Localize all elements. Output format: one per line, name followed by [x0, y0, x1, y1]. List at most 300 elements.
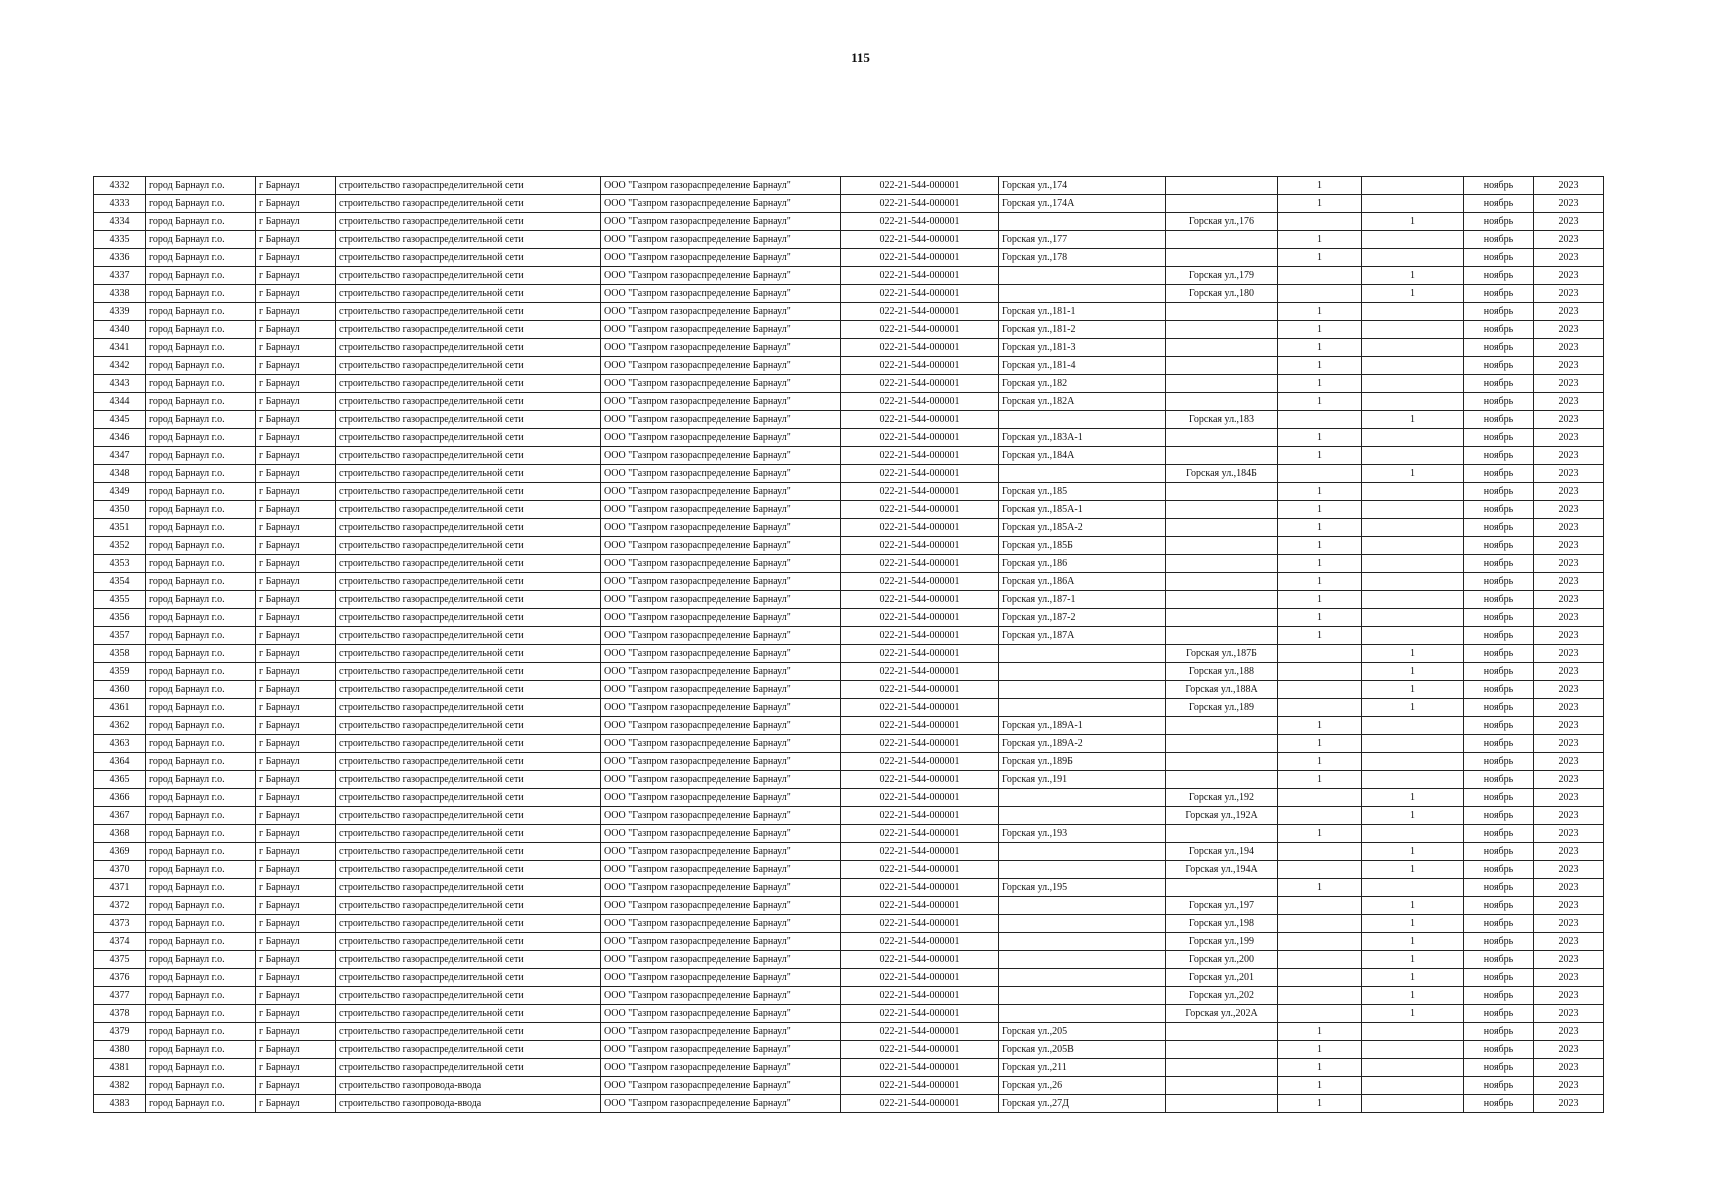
locality-cell: г Барнаул: [256, 1005, 336, 1023]
municipality-cell: город Барнаул г.о.: [146, 393, 256, 411]
organization-cell: ООО "Газпром газораспределение Барнаул": [601, 393, 841, 411]
address-b-cell: Горская ул.,188: [1166, 663, 1278, 681]
quantity-b-cell: [1362, 177, 1464, 195]
municipality-cell: город Барнаул г.о.: [146, 177, 256, 195]
address-a-cell: Горская ул.,177: [999, 231, 1166, 249]
address-a-cell: Горская ул.,183А-1: [999, 429, 1166, 447]
row-number: 4333: [94, 195, 146, 213]
row-number: 4362: [94, 717, 146, 735]
address-b-cell: [1166, 879, 1278, 897]
row-number: 4350: [94, 501, 146, 519]
work-type-cell: строительство газораспределительной сети: [336, 573, 601, 591]
quantity-a-cell: [1278, 969, 1362, 987]
quantity-b-cell: 1: [1362, 285, 1464, 303]
quantity-b-cell: 1: [1362, 933, 1464, 951]
quantity-b-cell: [1362, 1059, 1464, 1077]
month-cell: ноябрь: [1464, 267, 1534, 285]
row-number: 4383: [94, 1095, 146, 1113]
table-row: [94, 663, 1604, 681]
municipality-cell: город Барнаул г.о.: [146, 735, 256, 753]
municipality-cell: город Барнаул г.о.: [146, 771, 256, 789]
registry-number-cell: 022-21-544-000001: [841, 393, 999, 411]
quantity-a-cell: [1278, 915, 1362, 933]
year-cell: 2023: [1534, 1095, 1604, 1113]
address-a-cell: [999, 411, 1166, 429]
work-type-cell: строительство газораспределительной сети: [336, 645, 601, 663]
table-row: [94, 1005, 1604, 1023]
locality-cell: г Барнаул: [256, 771, 336, 789]
organization-cell: ООО "Газпром газораспределение Барнаул": [601, 483, 841, 501]
address-a-cell: [999, 861, 1166, 879]
locality-cell: г Барнаул: [256, 933, 336, 951]
address-a-cell: Горская ул.,178: [999, 249, 1166, 267]
address-a-cell: Горская ул.,182: [999, 375, 1166, 393]
quantity-a-cell: 1: [1278, 537, 1362, 555]
registry-number-cell: 022-21-544-000001: [841, 645, 999, 663]
quantity-b-cell: [1362, 825, 1464, 843]
work-type-cell: строительство газораспределительной сети: [336, 771, 601, 789]
address-b-cell: [1166, 339, 1278, 357]
month-cell: ноябрь: [1464, 807, 1534, 825]
municipality-cell: город Барнаул г.о.: [146, 249, 256, 267]
address-b-cell: [1166, 555, 1278, 573]
work-type-cell: строительство газораспределительной сети: [336, 681, 601, 699]
address-b-cell: Горская ул.,179: [1166, 267, 1278, 285]
address-a-cell: Горская ул.,205В: [999, 1041, 1166, 1059]
address-a-cell: Горская ул.,27Д: [999, 1095, 1166, 1113]
year-cell: 2023: [1534, 753, 1604, 771]
month-cell: ноябрь: [1464, 1023, 1534, 1041]
organization-cell: ООО "Газпром газораспределение Барнаул": [601, 501, 841, 519]
month-cell: ноябрь: [1464, 339, 1534, 357]
month-cell: ноябрь: [1464, 195, 1534, 213]
work-type-cell: строительство газораспределительной сети: [336, 267, 601, 285]
quantity-a-cell: [1278, 411, 1362, 429]
work-type-cell: строительство газораспределительной сети: [336, 1005, 601, 1023]
address-a-cell: Горская ул.,211: [999, 1059, 1166, 1077]
address-b-cell: [1166, 627, 1278, 645]
year-cell: 2023: [1534, 843, 1604, 861]
work-type-cell: строительство газораспределительной сети: [336, 537, 601, 555]
year-cell: 2023: [1534, 357, 1604, 375]
work-type-cell: строительство газораспределительной сети: [336, 915, 601, 933]
work-type-cell: строительство газораспределительной сети: [336, 321, 601, 339]
locality-cell: г Барнаул: [256, 519, 336, 537]
municipality-cell: город Барнаул г.о.: [146, 951, 256, 969]
table-row: [94, 447, 1604, 465]
registry-number-cell: 022-21-544-000001: [841, 555, 999, 573]
municipality-cell: город Барнаул г.о.: [146, 861, 256, 879]
month-cell: ноябрь: [1464, 1041, 1534, 1059]
month-cell: ноябрь: [1464, 951, 1534, 969]
registry-number-cell: 022-21-544-000001: [841, 501, 999, 519]
registry-number-cell: 022-21-544-000001: [841, 249, 999, 267]
table-row: [94, 411, 1604, 429]
quantity-a-cell: 1: [1278, 591, 1362, 609]
registry-number-cell: 022-21-544-000001: [841, 267, 999, 285]
year-cell: 2023: [1534, 447, 1604, 465]
row-number: 4364: [94, 753, 146, 771]
table-row: [94, 843, 1604, 861]
table-row: [94, 213, 1604, 231]
row-number: 4360: [94, 681, 146, 699]
organization-cell: ООО "Газпром газораспределение Барнаул": [601, 753, 841, 771]
address-a-cell: Горская ул.,187-2: [999, 609, 1166, 627]
organization-cell: ООО "Газпром газораспределение Барнаул": [601, 429, 841, 447]
address-a-cell: Горская ул.,181-2: [999, 321, 1166, 339]
municipality-cell: город Барнаул г.о.: [146, 897, 256, 915]
year-cell: 2023: [1534, 717, 1604, 735]
address-b-cell: [1166, 1077, 1278, 1095]
row-number: 4346: [94, 429, 146, 447]
address-a-cell: Горская ул.,181-3: [999, 339, 1166, 357]
quantity-a-cell: [1278, 807, 1362, 825]
year-cell: 2023: [1534, 807, 1604, 825]
locality-cell: г Барнаул: [256, 753, 336, 771]
municipality-cell: город Барнаул г.о.: [146, 789, 256, 807]
year-cell: 2023: [1534, 213, 1604, 231]
municipality-cell: город Барнаул г.о.: [146, 231, 256, 249]
municipality-cell: город Барнаул г.о.: [146, 573, 256, 591]
year-cell: 2023: [1534, 951, 1604, 969]
quantity-b-cell: [1362, 357, 1464, 375]
work-type-cell: строительство газораспределительной сети: [336, 897, 601, 915]
municipality-cell: город Барнаул г.о.: [146, 321, 256, 339]
registry-number-cell: 022-21-544-000001: [841, 591, 999, 609]
address-b-cell: Горская ул.,197: [1166, 897, 1278, 915]
work-type-cell: строительство газораспределительной сети: [336, 555, 601, 573]
locality-cell: г Барнаул: [256, 789, 336, 807]
work-type-cell: строительство газораспределительной сети: [336, 987, 601, 1005]
table-row: [94, 681, 1604, 699]
organization-cell: ООО "Газпром газораспределение Барнаул": [601, 231, 841, 249]
locality-cell: г Барнаул: [256, 321, 336, 339]
quantity-a-cell: 1: [1278, 519, 1362, 537]
quantity-a-cell: [1278, 681, 1362, 699]
address-b-cell: [1166, 483, 1278, 501]
month-cell: ноябрь: [1464, 483, 1534, 501]
month-cell: ноябрь: [1464, 843, 1534, 861]
work-type-cell: строительство газопровода-ввода: [336, 1077, 601, 1095]
row-number: 4382: [94, 1077, 146, 1095]
quantity-b-cell: 1: [1362, 645, 1464, 663]
work-type-cell: строительство газораспределительной сети: [336, 1041, 601, 1059]
month-cell: ноябрь: [1464, 411, 1534, 429]
address-b-cell: [1166, 429, 1278, 447]
quantity-b-cell: [1362, 717, 1464, 735]
locality-cell: г Барнаул: [256, 555, 336, 573]
organization-cell: ООО "Газпром газораспределение Барнаул": [601, 789, 841, 807]
year-cell: 2023: [1534, 501, 1604, 519]
work-type-cell: строительство газораспределительной сети: [336, 1059, 601, 1077]
municipality-cell: город Барнаул г.о.: [146, 411, 256, 429]
quantity-b-cell: 1: [1362, 915, 1464, 933]
address-a-cell: [999, 933, 1166, 951]
quantity-a-cell: 1: [1278, 627, 1362, 645]
locality-cell: г Барнаул: [256, 339, 336, 357]
table-row: [94, 735, 1604, 753]
row-number: 4374: [94, 933, 146, 951]
quantity-b-cell: [1362, 483, 1464, 501]
quantity-a-cell: 1: [1278, 177, 1362, 195]
year-cell: 2023: [1534, 861, 1604, 879]
work-type-cell: строительство газораспределительной сети: [336, 501, 601, 519]
work-type-cell: строительство газораспределительной сети: [336, 627, 601, 645]
address-b-cell: [1166, 573, 1278, 591]
quantity-b-cell: [1362, 339, 1464, 357]
locality-cell: г Барнаул: [256, 393, 336, 411]
work-type-cell: строительство газораспределительной сети: [336, 969, 601, 987]
month-cell: ноябрь: [1464, 501, 1534, 519]
municipality-cell: город Барнаул г.о.: [146, 1023, 256, 1041]
work-type-cell: строительство газораспределительной сети: [336, 519, 601, 537]
month-cell: ноябрь: [1464, 231, 1534, 249]
quantity-b-cell: 1: [1362, 699, 1464, 717]
work-type-cell: строительство газораспределительной сети: [336, 663, 601, 681]
quantity-a-cell: 1: [1278, 357, 1362, 375]
organization-cell: ООО "Газпром газораспределение Барнаул": [601, 465, 841, 483]
registry-number-cell: 022-21-544-000001: [841, 771, 999, 789]
row-number: 4354: [94, 573, 146, 591]
address-a-cell: Горская ул.,181-1: [999, 303, 1166, 321]
address-b-cell: Горская ул.,201: [1166, 969, 1278, 987]
organization-cell: ООО "Газпром газораспределение Барнаул": [601, 663, 841, 681]
municipality-cell: город Барнаул г.о.: [146, 663, 256, 681]
registry-number-cell: 022-21-544-000001: [841, 1077, 999, 1095]
address-b-cell: Горская ул.,199: [1166, 933, 1278, 951]
row-number: 4363: [94, 735, 146, 753]
work-type-cell: строительство газораспределительной сети: [336, 843, 601, 861]
work-type-cell: строительство газораспределительной сети: [336, 285, 601, 303]
quantity-b-cell: 1: [1362, 897, 1464, 915]
month-cell: ноябрь: [1464, 1005, 1534, 1023]
row-number: 4368: [94, 825, 146, 843]
row-number: 4340: [94, 321, 146, 339]
organization-cell: ООО "Газпром газораспределение Барнаул": [601, 861, 841, 879]
registry-number-cell: 022-21-544-000001: [841, 753, 999, 771]
row-number: 4377: [94, 987, 146, 1005]
municipality-cell: город Барнаул г.о.: [146, 645, 256, 663]
address-b-cell: Горская ул.,194А: [1166, 861, 1278, 879]
address-b-cell: [1166, 1059, 1278, 1077]
table-row: [94, 951, 1604, 969]
quantity-a-cell: 1: [1278, 231, 1362, 249]
organization-cell: ООО "Газпром газораспределение Барнаул": [601, 681, 841, 699]
locality-cell: г Барнаул: [256, 429, 336, 447]
quantity-b-cell: 1: [1362, 465, 1464, 483]
year-cell: 2023: [1534, 1023, 1604, 1041]
month-cell: ноябрь: [1464, 321, 1534, 339]
work-type-cell: строительство газораспределительной сети: [336, 1023, 601, 1041]
registry-number-cell: 022-21-544-000001: [841, 303, 999, 321]
address-a-cell: Горская ул.,189Б: [999, 753, 1166, 771]
address-b-cell: [1166, 591, 1278, 609]
table-row: [94, 573, 1604, 591]
quantity-a-cell: 1: [1278, 879, 1362, 897]
table-row: [94, 231, 1604, 249]
address-b-cell: [1166, 231, 1278, 249]
organization-cell: ООО "Газпром газораспределение Барнаул": [601, 555, 841, 573]
address-b-cell: Горская ул.,180: [1166, 285, 1278, 303]
quantity-b-cell: [1362, 591, 1464, 609]
quantity-a-cell: 1: [1278, 483, 1362, 501]
row-number: 4341: [94, 339, 146, 357]
quantity-a-cell: 1: [1278, 339, 1362, 357]
work-type-cell: строительство газораспределительной сети: [336, 411, 601, 429]
year-cell: 2023: [1534, 969, 1604, 987]
quantity-b-cell: [1362, 501, 1464, 519]
address-a-cell: [999, 465, 1166, 483]
table-row: [94, 1095, 1604, 1113]
year-cell: 2023: [1534, 303, 1604, 321]
municipality-cell: город Барнаул г.о.: [146, 447, 256, 465]
registry-number-cell: 022-21-544-000001: [841, 195, 999, 213]
quantity-a-cell: 1: [1278, 303, 1362, 321]
quantity-b-cell: [1362, 627, 1464, 645]
locality-cell: г Барнаул: [256, 807, 336, 825]
work-type-cell: строительство газораспределительной сети: [336, 807, 601, 825]
month-cell: ноябрь: [1464, 465, 1534, 483]
row-number: 4338: [94, 285, 146, 303]
table-row: [94, 717, 1604, 735]
page-number: 115: [851, 50, 870, 65]
year-cell: 2023: [1534, 897, 1604, 915]
quantity-a-cell: [1278, 951, 1362, 969]
year-cell: 2023: [1534, 339, 1604, 357]
registry-number-cell: 022-21-544-000001: [841, 789, 999, 807]
quantity-a-cell: 1: [1278, 375, 1362, 393]
registry-number-cell: 022-21-544-000001: [841, 177, 999, 195]
address-a-cell: Горская ул.,174: [999, 177, 1166, 195]
locality-cell: г Барнаул: [256, 231, 336, 249]
year-cell: 2023: [1534, 1059, 1604, 1077]
address-a-cell: Горская ул.,174А: [999, 195, 1166, 213]
address-a-cell: Горская ул.,205: [999, 1023, 1166, 1041]
organization-cell: ООО "Газпром газораспределение Барнаул": [601, 357, 841, 375]
quantity-b-cell: 1: [1362, 681, 1464, 699]
year-cell: 2023: [1534, 627, 1604, 645]
quantity-b-cell: [1362, 735, 1464, 753]
municipality-cell: город Барнаул г.о.: [146, 519, 256, 537]
address-b-cell: [1166, 195, 1278, 213]
month-cell: ноябрь: [1464, 1095, 1534, 1113]
month-cell: ноябрь: [1464, 429, 1534, 447]
organization-cell: ООО "Газпром газораспределение Барнаул": [601, 375, 841, 393]
registry-number-cell: 022-21-544-000001: [841, 213, 999, 231]
work-type-cell: строительство газораспределительной сети: [336, 699, 601, 717]
address-b-cell: [1166, 753, 1278, 771]
work-type-cell: строительство газораспределительной сети: [336, 357, 601, 375]
row-number: 4355: [94, 591, 146, 609]
address-a-cell: Горская ул.,191: [999, 771, 1166, 789]
row-number: 4376: [94, 969, 146, 987]
municipality-cell: город Барнаул г.о.: [146, 681, 256, 699]
locality-cell: г Барнаул: [256, 357, 336, 375]
registry-number-cell: 022-21-544-000001: [841, 969, 999, 987]
work-type-cell: строительство газораспределительной сети: [336, 591, 601, 609]
municipality-cell: город Барнаул г.о.: [146, 987, 256, 1005]
work-type-cell: строительство газопровода-ввода: [336, 1095, 601, 1113]
work-type-cell: строительство газораспределительной сети: [336, 933, 601, 951]
row-number: 4332: [94, 177, 146, 195]
organization-cell: ООО "Газпром газораспределение Барнаул": [601, 1095, 841, 1113]
quantity-b-cell: 1: [1362, 1005, 1464, 1023]
year-cell: 2023: [1534, 771, 1604, 789]
quantity-b-cell: [1362, 393, 1464, 411]
work-type-cell: строительство газораспределительной сети: [336, 483, 601, 501]
table-row: [94, 357, 1604, 375]
year-cell: 2023: [1534, 681, 1604, 699]
address-b-cell: Горская ул.,200: [1166, 951, 1278, 969]
year-cell: 2023: [1534, 591, 1604, 609]
quantity-a-cell: [1278, 1005, 1362, 1023]
quantity-b-cell: [1362, 1041, 1464, 1059]
organization-cell: ООО "Газпром газораспределение Барнаул": [601, 897, 841, 915]
address-b-cell: [1166, 501, 1278, 519]
row-number: 4372: [94, 897, 146, 915]
table-row: [94, 627, 1604, 645]
municipality-cell: город Барнаул г.о.: [146, 285, 256, 303]
address-b-cell: [1166, 303, 1278, 321]
address-a-cell: Горская ул.,186А: [999, 573, 1166, 591]
row-number: 4345: [94, 411, 146, 429]
address-b-cell: [1166, 249, 1278, 267]
organization-cell: ООО "Газпром газораспределение Барнаул": [601, 807, 841, 825]
row-number: 4370: [94, 861, 146, 879]
municipality-cell: город Барнаул г.о.: [146, 1005, 256, 1023]
quantity-b-cell: 1: [1362, 411, 1464, 429]
address-a-cell: [999, 699, 1166, 717]
work-type-cell: строительство газораспределительной сети: [336, 735, 601, 753]
work-type-cell: строительство газораспределительной сети: [336, 177, 601, 195]
table-row: [94, 609, 1604, 627]
work-type-cell: строительство газораспределительной сети: [336, 303, 601, 321]
registry-table: [93, 176, 1604, 1113]
row-number: 4344: [94, 393, 146, 411]
table-row: [94, 879, 1604, 897]
locality-cell: г Барнаул: [256, 591, 336, 609]
municipality-cell: город Барнаул г.о.: [146, 1095, 256, 1113]
quantity-b-cell: [1362, 447, 1464, 465]
organization-cell: ООО "Газпром газораспределение Барнаул": [601, 1077, 841, 1095]
registry-number-cell: 022-21-544-000001: [841, 1023, 999, 1041]
year-cell: 2023: [1534, 231, 1604, 249]
month-cell: ноябрь: [1464, 519, 1534, 537]
year-cell: 2023: [1534, 519, 1604, 537]
table-row: [94, 393, 1604, 411]
locality-cell: г Барнаул: [256, 285, 336, 303]
organization-cell: ООО "Газпром газораспределение Барнаул": [601, 1023, 841, 1041]
locality-cell: г Барнаул: [256, 879, 336, 897]
municipality-cell: город Барнаул г.о.: [146, 267, 256, 285]
month-cell: ноябрь: [1464, 735, 1534, 753]
address-a-cell: [999, 897, 1166, 915]
registry-number-cell: 022-21-544-000001: [841, 447, 999, 465]
locality-cell: г Барнаул: [256, 195, 336, 213]
table-row: [94, 591, 1604, 609]
locality-cell: г Барнаул: [256, 627, 336, 645]
quantity-b-cell: [1362, 195, 1464, 213]
table-row: [94, 1041, 1604, 1059]
locality-cell: г Барнаул: [256, 915, 336, 933]
organization-cell: ООО "Газпром газораспределение Барнаул": [601, 573, 841, 591]
municipality-cell: город Барнаул г.о.: [146, 429, 256, 447]
year-cell: 2023: [1534, 915, 1604, 933]
locality-cell: г Барнаул: [256, 843, 336, 861]
quantity-b-cell: [1362, 519, 1464, 537]
address-b-cell: Горская ул.,202А: [1166, 1005, 1278, 1023]
work-type-cell: строительство газораспределительной сети: [336, 195, 601, 213]
